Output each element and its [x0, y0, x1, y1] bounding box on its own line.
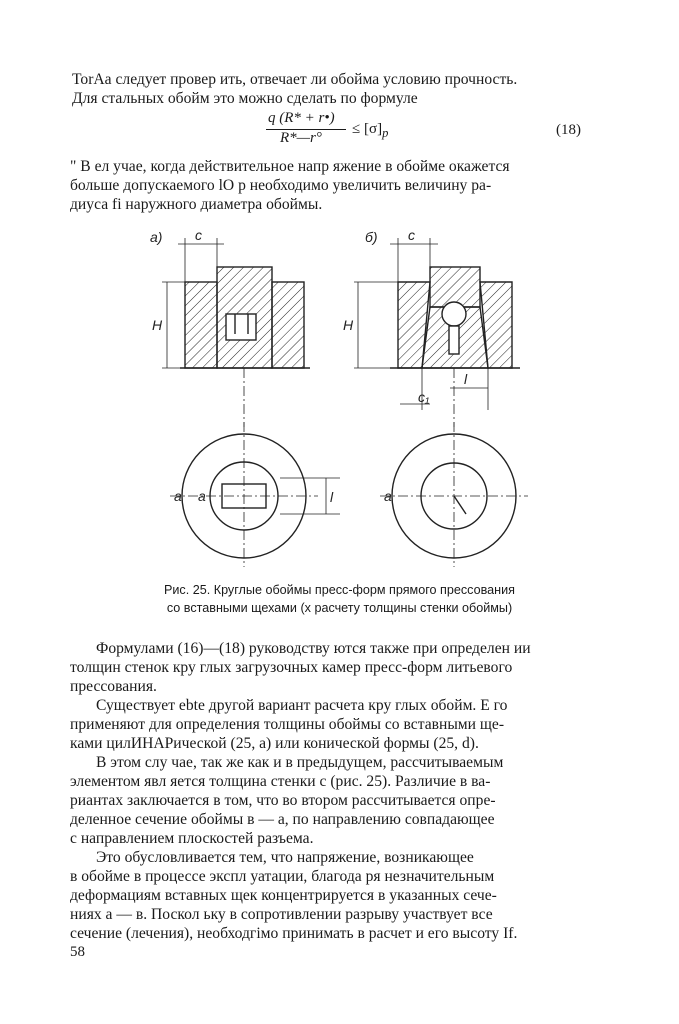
formula-number: (18): [556, 122, 581, 138]
dim-c-b: c: [408, 227, 415, 243]
body-p1-line-3: прессования.: [70, 678, 157, 695]
figure-caption-line-1: Рис. 25. Круглые обоймы пресс-форм прямого прессования: [164, 583, 515, 597]
dim-l-b: l: [464, 371, 468, 387]
dim-c-a: c: [195, 227, 202, 243]
intro-line-2: Для стальных обойм это можно сделать по формуле: [72, 90, 418, 107]
formula-rhs-sub: p: [382, 126, 389, 140]
page-number: 58: [70, 944, 85, 960]
dim-l-bottom: l: [330, 489, 334, 505]
section-a-left-2: a: [198, 488, 206, 504]
figure-caption-line-2: со вставными щехами (х расчету толщины стенки обоймы): [166, 601, 513, 615]
view-a-section: [162, 238, 310, 427]
body-p3-line-2: элементом явл яется толщина стенки с (рис. 25). Различие в ва-: [70, 773, 491, 790]
formula-rhs-main: ≤ [σ]: [352, 121, 383, 137]
figure-label-b: б): [365, 229, 378, 245]
view-a-plan: [170, 422, 340, 567]
dim-c1-b: c₁: [418, 389, 430, 405]
body-p2-line-3: ками цилИНАРической (25, а) или конической формы (25, d).: [70, 735, 479, 752]
figure-25-drawing: [140, 222, 540, 572]
view-b-plan: [380, 422, 528, 567]
body-p2-line-2: применяют для определения толщины обоймы со вставными ще-: [70, 716, 505, 733]
view-b-section: [354, 238, 520, 427]
para1-line-2: больше допускаемого lO p необходимо увеличить величину ра-: [70, 177, 492, 194]
body-p3-line-3: риантах заключается в том, что во втором рассчитывается опре-: [70, 792, 496, 809]
body-p4-line-2: в обойме в процессе экспл уатации, благода ря незначительным: [70, 868, 495, 885]
section-a-left-1: a: [174, 488, 182, 504]
para1-line-1: " В ел учае, когда действительное напр яжение в обойме окажется: [70, 158, 510, 175]
formula-numerator: q (R* + r•): [268, 110, 335, 126]
body-p1-line-1: Формулами (16)—(18) руководству ются также при определен ии: [96, 640, 531, 657]
body-p1-line-2: толщин стенок кру глых загрузочных камер пресс-форм литьевого: [70, 659, 513, 676]
dim-h-b: H: [343, 317, 354, 333]
body-p4-line-4: ниях а — в. Поскол ьку в сопротивлении разрыву участвует все: [70, 906, 493, 923]
para1-line-3: диуса fi наружного диаметра обоймы.: [70, 196, 323, 213]
body-p2-line-1: Существует ebte другой вариант расчета кру глых обойм. Е го: [96, 697, 508, 714]
body-p3-line-1: В этом слу чае, так же как и в предыдущем, рассчитываемым: [96, 754, 504, 771]
body-p3-line-4: деленное сечение обоймы в — а, по направлению совпадающее: [70, 811, 495, 828]
body-p3-line-5: с направлением плоскостей разъема.: [70, 830, 314, 847]
formula-rhs: [352, 121, 388, 141]
body-p4-line-5: сечение (лечения), необходгімо принимать в расчет и его высоту If.: [70, 925, 518, 942]
body-p4-line-1: Это обусловливается тем, что напряжение, возникающее: [96, 849, 474, 866]
dim-h-a: H: [152, 317, 163, 333]
figure-label-a: а): [150, 229, 163, 245]
section-a-right: a: [384, 488, 392, 504]
body-p4-line-3: деформациям вставных щек концентрируется в указанных сече-: [70, 887, 497, 904]
intro-line-1: TorAa следует провер ить, отвечает ли обойма условию прочность.: [72, 71, 518, 88]
formula-denominator: R*—r°: [280, 130, 322, 146]
